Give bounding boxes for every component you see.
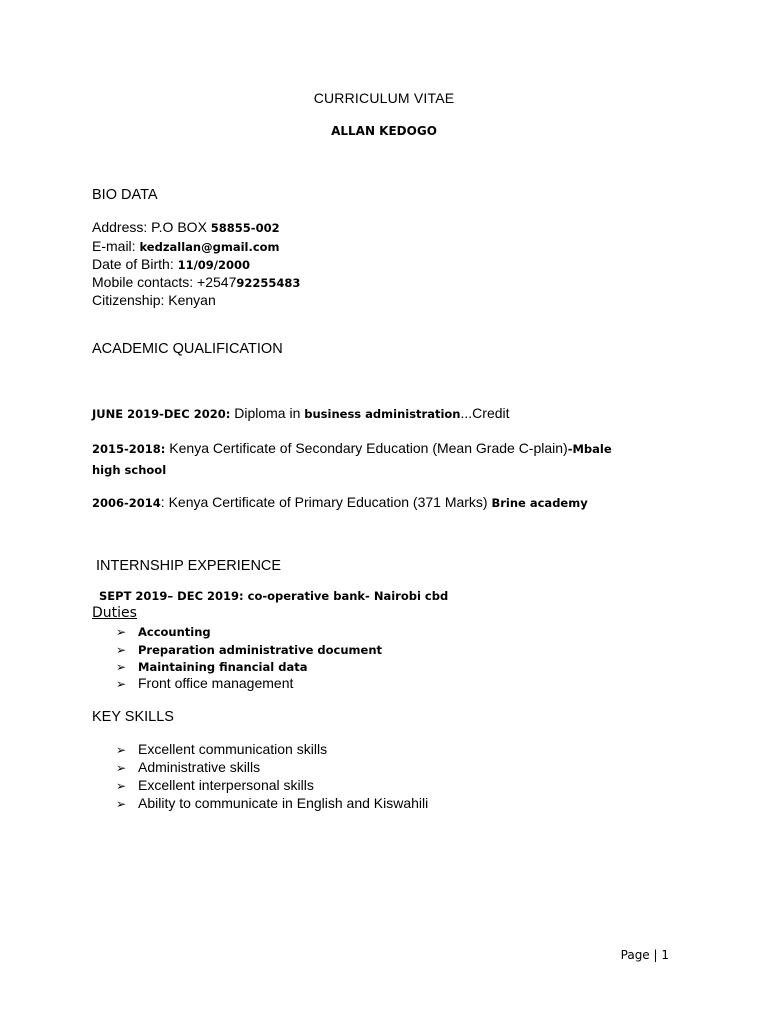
key-skills-heading: KEY SKILLS xyxy=(92,709,174,725)
skill-label: Excellent interpersonal skills xyxy=(138,777,314,793)
secondary-school-line2: high school xyxy=(92,463,167,477)
primary-text: : Kenya Certificate of Primary Education (371 Marks) xyxy=(160,494,492,510)
skill-label: Administrative skills xyxy=(138,759,261,775)
arrow-bullet-icon: ➢ xyxy=(116,677,127,691)
address-label: Address: P.O BOX xyxy=(92,219,211,235)
qualification-primary xyxy=(92,494,588,510)
citizenship-line: Citizenship: Kenyan xyxy=(92,292,216,308)
primary-school: Brine academy xyxy=(491,496,588,510)
arrow-bullet-icon: ➢ xyxy=(116,779,127,793)
mobile-label: Mobile contacts: +2547 xyxy=(92,274,237,290)
bio-data-heading: BIO DATA xyxy=(92,187,158,203)
duties-label: Duties xyxy=(92,605,137,621)
arrow-bullet-icon: ➢ xyxy=(116,643,127,657)
arrow-bullet-icon: ➢ xyxy=(116,625,127,639)
address-line xyxy=(92,219,280,235)
duty-label: Accounting xyxy=(138,625,211,639)
arrow-bullet-icon: ➢ xyxy=(116,761,127,775)
dob-value: 11/09/2000 xyxy=(177,258,251,272)
internship-period: SEPT 2019– DEC 2019: co-operative bank- Nairobi cbd xyxy=(99,589,449,603)
qualification-diploma xyxy=(92,405,510,421)
skill-item xyxy=(116,795,428,811)
secondary-date: 2015-2018: xyxy=(92,442,166,456)
mobile-value: 92255483 xyxy=(236,276,301,290)
primary-date: 2006-2014 xyxy=(92,496,161,510)
skill-item xyxy=(116,741,327,757)
applicant-name: ALLAN KEDOGO xyxy=(331,124,437,138)
page-number: Page | 1 xyxy=(620,948,669,962)
academic-heading: ACADEMIC QUALIFICATION xyxy=(92,341,283,357)
duty-label: Maintaining financial data xyxy=(138,660,308,674)
arrow-bullet-icon: ➢ xyxy=(116,743,127,757)
duty-label: Front office management xyxy=(138,675,294,691)
secondary-text: Kenya Certificate of Secondary Education (Mean Grade C-plain) xyxy=(165,440,568,456)
diploma-pre: Diploma in xyxy=(230,405,305,421)
duty-label: Preparation administrative document xyxy=(138,643,383,657)
mobile-line xyxy=(92,274,300,290)
skill-item xyxy=(116,759,260,775)
skill-label: Ability to communicate in English and Kiswahili xyxy=(138,795,429,811)
duty-item xyxy=(116,623,211,639)
skill-label: Excellent communication skills xyxy=(138,741,328,757)
email-line xyxy=(92,238,280,254)
dob-line xyxy=(92,256,250,272)
email-value: kedzallan@gmail.com xyxy=(139,240,280,254)
email-label: E-mail: xyxy=(92,238,140,254)
duty-item xyxy=(116,675,293,691)
duty-item xyxy=(116,658,307,674)
diploma-field: business administration xyxy=(304,407,461,421)
internship-heading: INTERNSHIP EXPERIENCE xyxy=(96,558,282,574)
document-title: CURRICULUM VITAE xyxy=(313,90,455,106)
diploma-date: JUNE 2019-DEC 2020: xyxy=(92,407,231,421)
diploma-grade: ...Credit xyxy=(460,405,510,421)
skill-item xyxy=(116,777,314,793)
arrow-bullet-icon: ➢ xyxy=(116,797,127,811)
duty-item xyxy=(116,641,382,657)
dob-label: Date of Birth: xyxy=(92,256,178,272)
arrow-bullet-icon: ➢ xyxy=(116,660,127,674)
qualification-secondary xyxy=(92,440,612,456)
address-value: 58855-002 xyxy=(210,221,280,235)
secondary-school-cont xyxy=(92,461,166,477)
secondary-school: -Mbale xyxy=(567,442,612,456)
